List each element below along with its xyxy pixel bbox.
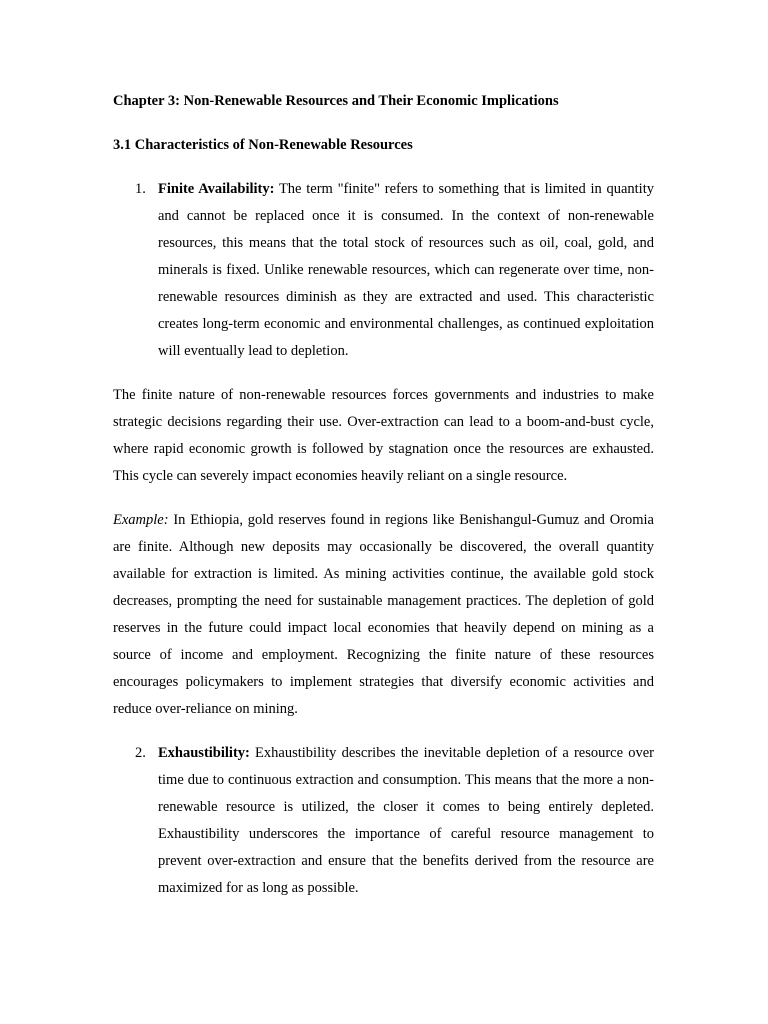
paragraph-finite-nature: The finite nature of non-renewable resources forces governments and industries to make strategic decisions regarding their use. Over-extraction can lead to a boom-and-bust cycle, where rapid economic growth is followed by stagnation once the resources are exhausted. This cycle can severely impact economies heavily reliant on a single resource. (113, 387, 654, 484)
list-item-text: Exhaustibility describes the inevitable depletion of a resource over time due to continuous extraction and consumption. This means that the more a non-renewable resource is utilized, the closer it comes to being entirely depleted. Exhaustibility underscores the importance of careful resource management to prevent over-extraction and ensure that the benefits derived from the resource are maximized for as long as possible. (158, 745, 655, 896)
example-label: Example: (113, 512, 169, 528)
list-item-finite-availability (113, 176, 654, 365)
example-paragraph (113, 507, 654, 723)
list-item-number: 2. (135, 745, 146, 761)
list-item-number: 1. (135, 181, 146, 197)
chapter-title: Chapter 3: Non-Renewable Resources and Their Economic Implications (113, 93, 559, 109)
list-item-exhaustibility (113, 740, 654, 902)
section-title: 3.1 Characteristics of Non-Renewable Resources (113, 137, 413, 153)
list-item-term: Exhaustibility: (158, 745, 250, 761)
document-page (113, 88, 654, 919)
example-text: In Ethiopia, gold reserves found in regions like Benishangul-Gumuz and Oromia are finite. Although new deposits may occasionally be discovered, the overall quantity available for extraction is limited. As mining activities continue, the available gold stock decreases, prompting the need for sustainable management practices. The depletion of gold reserves in the future could impact local economies that heavily depend on mining as a source of income and employment. Recognizing the finite nature of these resources encourages policymakers to implement strategies that diversify economic activities and reduce over-reliance on mining. (113, 512, 654, 717)
list-item-text: The term "finite" refers to something that is limited in quantity and cannot be replaced once it is consumed. In the context of non-renewable resources, this means that the total stock of resources such as oil, coal, gold, and minerals is fixed. Unlike renewable resources, which can regenerate over time, non-renewable resources diminish as they are extracted and used. This characteristic creates long-term economic and environmental challenges, as continued exploitation will eventually lead to depletion. (158, 181, 654, 359)
list-item-term: Finite Availability: (158, 181, 275, 197)
